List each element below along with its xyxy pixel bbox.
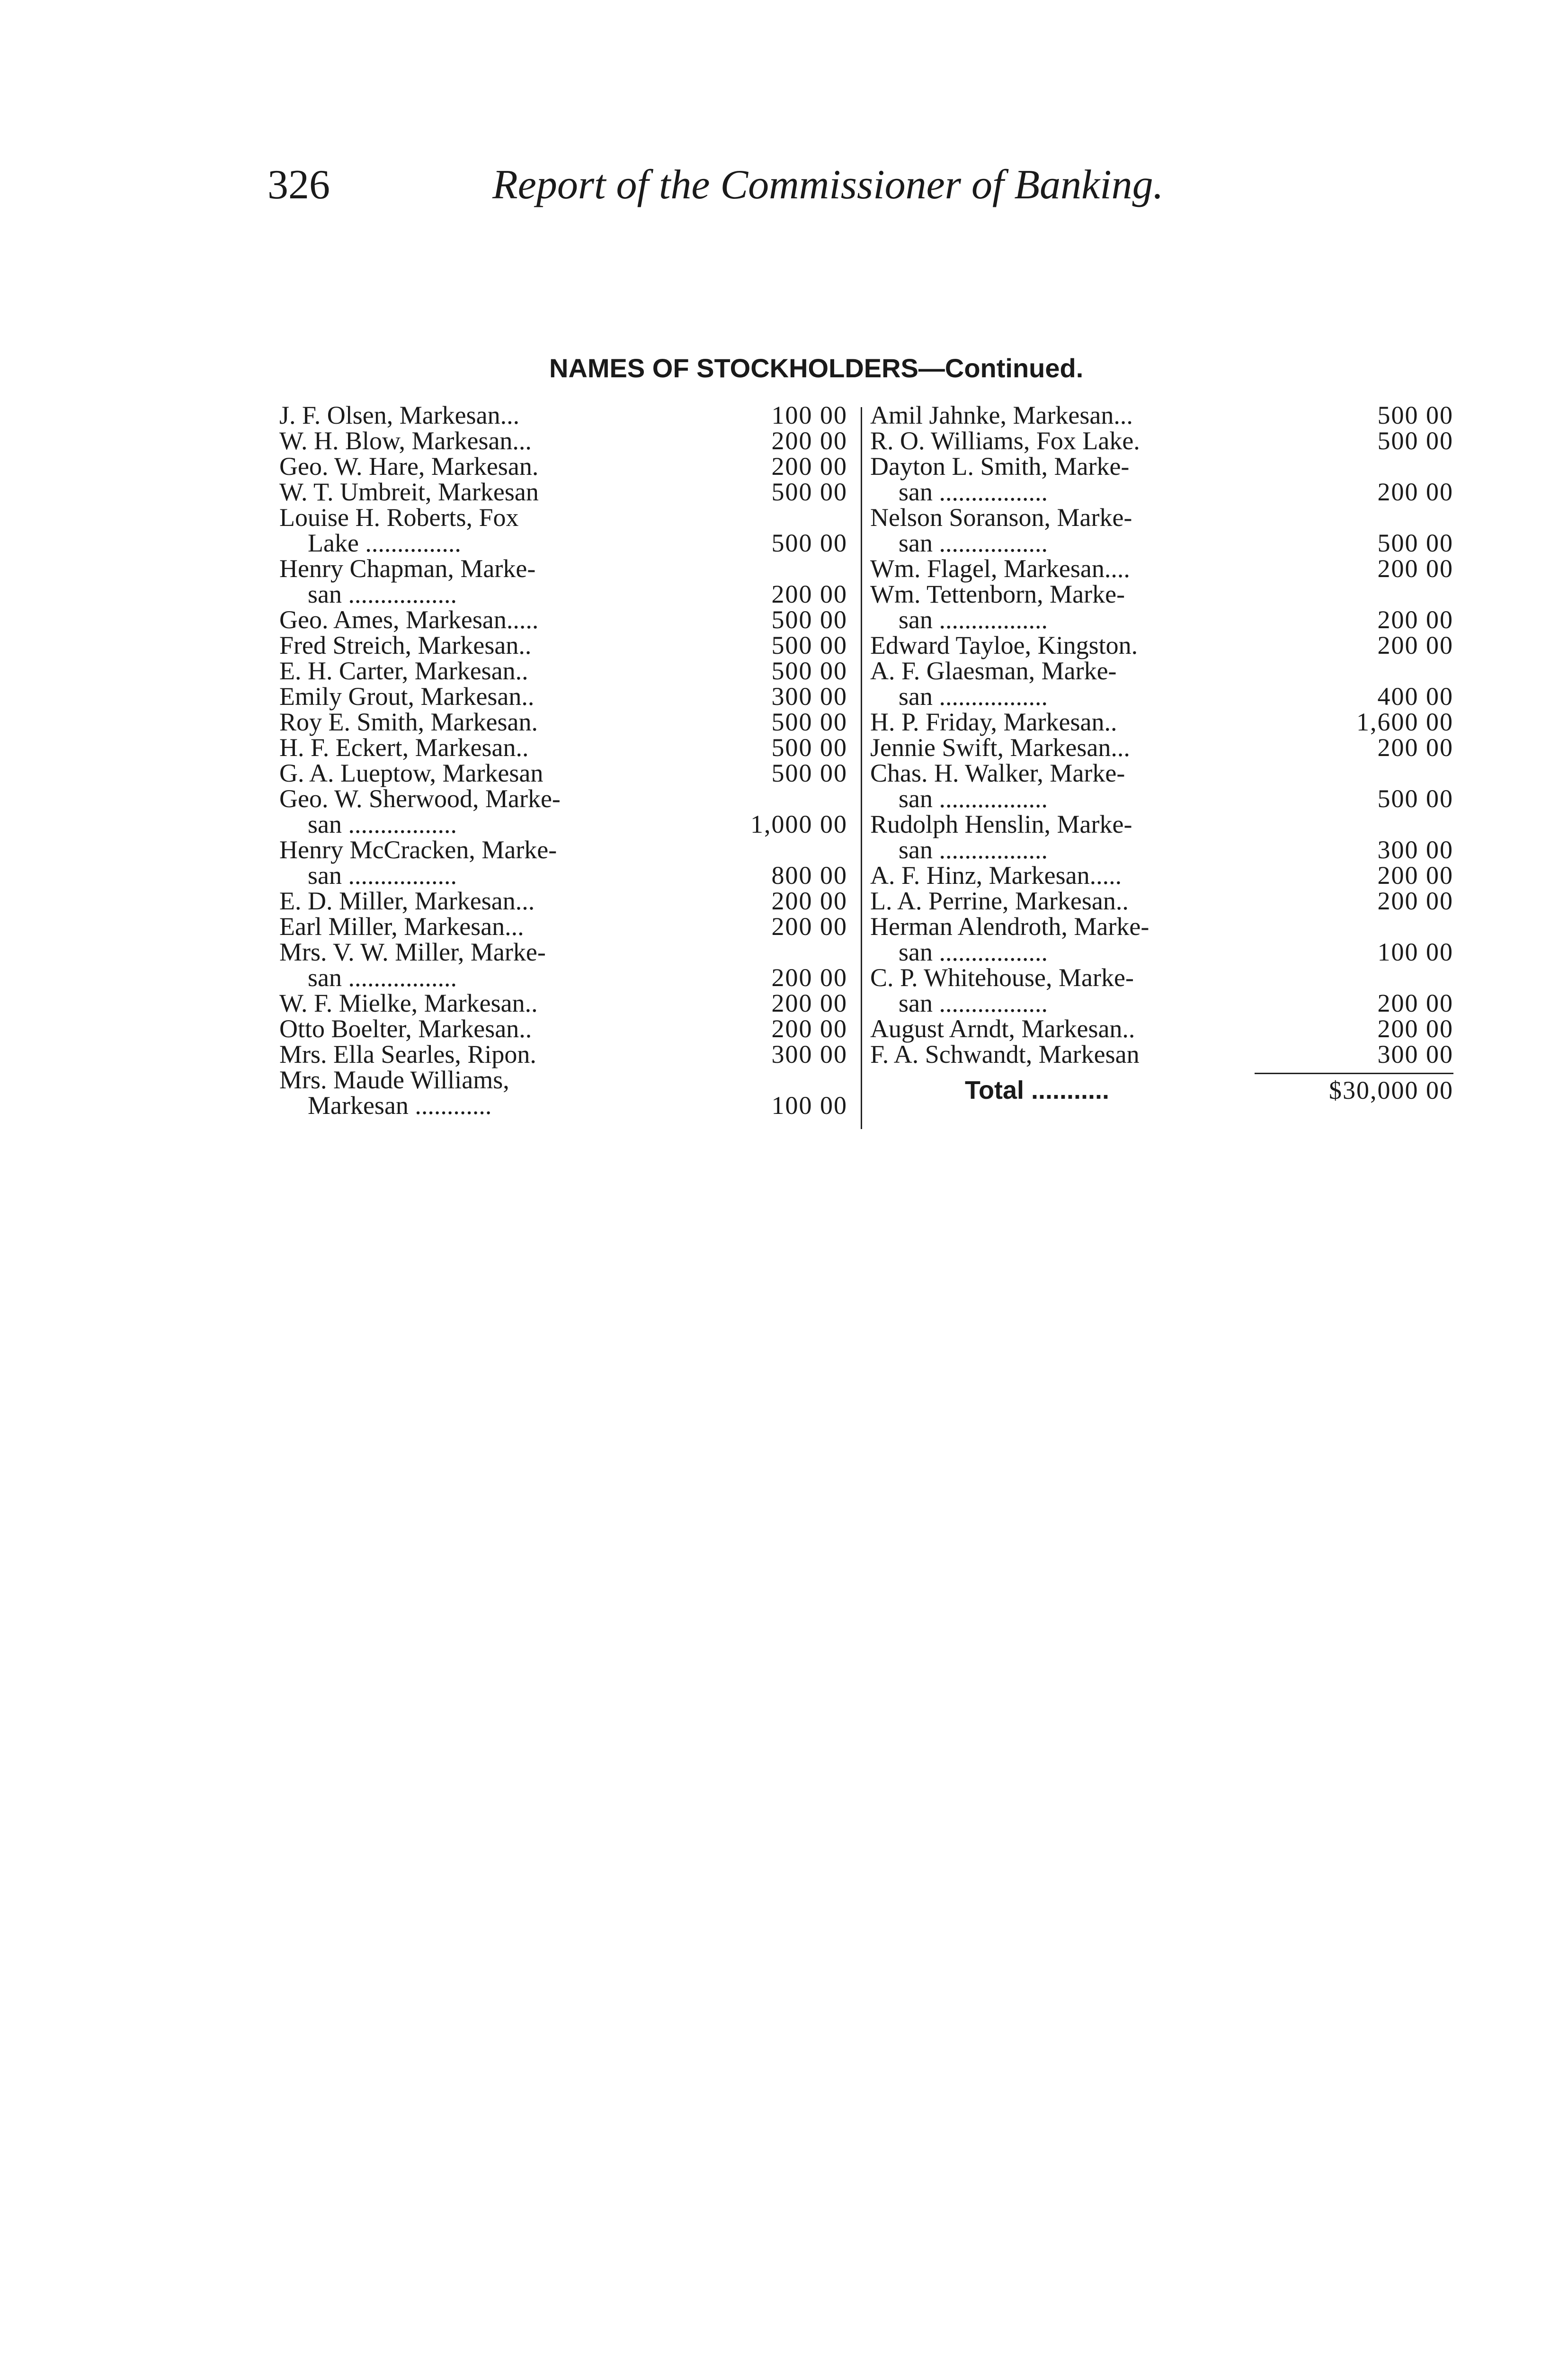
stockholder-amount: 200 00 [771,427,847,455]
total-row [870,1077,1453,1103]
stockholder-row [279,556,847,581]
stockholder-row [870,428,1453,454]
stockholder-row [870,735,1453,760]
stockholder-amount: 300 00 [1377,836,1453,864]
page-number: 326 [267,162,330,208]
stockholder-row [870,658,1453,684]
stockholder-row [279,454,847,479]
stockholder-amount: 400 00 [1377,682,1453,711]
stockholder-name: Mrs. Maude Williams, [279,1066,509,1094]
stockholder-row [279,863,847,888]
stockholder-name: Wm. Tettenborn, Marke- [870,580,1125,608]
stockholder-amount: 100 00 [771,401,847,429]
stockholder-row [279,479,847,505]
column-divider [861,407,862,1129]
stockholder-row [870,581,1453,607]
page-title: Report of the Commissioner of Banking. [492,162,1164,208]
stockholder-row [870,607,1453,632]
stockholders-right-column [870,402,1453,1103]
stockholder-amount: 200 00 [1377,887,1453,915]
stockholder-row [279,402,847,428]
stockholder-amount: 1,000 00 [750,810,847,838]
stockholder-row [870,786,1453,811]
stockholder-amount: 500 00 [1377,401,1453,429]
stockholder-name: san ................. [899,605,1048,634]
total-rule [1255,1073,1453,1074]
stockholder-row [279,684,847,709]
stockholder-amount: 200 00 [1377,631,1453,659]
stockholder-name: A. F. Glaesman, Marke- [870,657,1117,685]
stockholder-amount: 300 00 [1377,1040,1453,1068]
stockholder-row [870,888,1453,914]
stockholder-name: W. H. Blow, Markesan... [279,427,532,455]
stockholder-name: Fred Streich, Markesan.. [279,631,532,659]
stockholder-name: Geo. Ames, Markesan..... [279,605,539,634]
stockholder-row [279,505,847,530]
stockholder-row [279,786,847,811]
stockholder-name: san ................. [308,963,457,992]
stockholder-row [870,454,1453,479]
stockholder-name: san ................. [899,478,1048,506]
stockholder-row [870,965,1453,990]
stockholder-name: Earl Miller, Markesan... [279,912,524,941]
stockholder-row [279,632,847,658]
stockholder-name: Herman Alendroth, Marke- [870,912,1149,941]
stockholder-name: F. A. Schwandt, Markesan [870,1040,1140,1068]
stockholder-name: L. A. Perrine, Markesan.. [870,887,1129,915]
stockholder-amount: 200 00 [1377,733,1453,762]
stockholder-name: Mrs. Ella Searles, Ripon. [279,1040,536,1068]
stockholder-amount: 200 00 [771,912,847,941]
stockholder-name: Geo. W. Hare, Markesan. [279,452,539,481]
stockholder-amount: 500 00 [1377,427,1453,455]
stockholder-amount: 500 00 [771,605,847,634]
stockholder-row [279,581,847,607]
stockholder-row [279,607,847,632]
stockholder-row [279,837,847,863]
stockholder-name: J. F. Olsen, Markesan... [279,401,520,429]
stockholder-row [279,990,847,1016]
stockholder-row [279,658,847,684]
stockholder-name: san ................. [899,938,1048,966]
stockholder-row [279,811,847,837]
stockholder-amount: 500 00 [771,708,847,736]
stockholder-name: Henry McCracken, Marke- [279,836,557,864]
stockholder-row [279,530,847,556]
stockholder-row [279,1041,847,1067]
stockholder-name: Chas. H. Walker, Marke- [870,759,1125,787]
stockholder-name: Rudolph Henslin, Marke- [870,810,1132,838]
stockholder-amount: 200 00 [771,1014,847,1043]
stockholder-row [870,990,1453,1016]
stockholder-row [279,760,847,786]
stockholder-name: Emily Grout, Markesan.. [279,682,535,711]
stockholder-amount: 200 00 [771,580,847,608]
stockholder-name: san ................. [308,810,457,838]
stockholder-name: san ................. [899,989,1048,1017]
stockholder-row [279,1067,847,1093]
stockholder-name: Mrs. V. W. Miller, Marke- [279,938,546,966]
stockholder-name: san ................. [308,861,457,890]
stockholder-row [279,965,847,990]
stockholder-row [870,684,1453,709]
stockholder-amount: 800 00 [771,861,847,890]
section-title: NAMES OF STOCKHOLDERS—Continued. [549,353,1084,383]
stockholder-name: E. D. Miller, Markesan... [279,887,535,915]
stockholder-row [870,914,1453,939]
stockholder-amount: 200 00 [1377,478,1453,506]
stockholder-name: W. F. Mielke, Markesan.. [279,989,538,1017]
stockholder-row [279,914,847,939]
stockholder-amount: 200 00 [1377,989,1453,1017]
stockholder-name: Amil Jahnke, Markesan... [870,401,1133,429]
stockholder-row [870,556,1453,581]
stockholder-row [870,505,1453,530]
stockholder-amount: 200 00 [771,887,847,915]
stockholder-row [279,888,847,914]
stockholder-name: Edward Tayloe, Kingston. [870,631,1138,659]
stockholder-name: H. P. Friday, Markesan.. [870,708,1117,736]
stockholder-name: Otto Boelter, Markesan.. [279,1014,532,1043]
stockholder-amount: 200 00 [1377,554,1453,583]
stockholder-amount: 500 00 [1377,784,1453,813]
stockholder-name: R. O. Williams, Fox Lake. [870,427,1140,455]
stockholder-name: san ................. [899,784,1048,813]
stockholder-name: san ................. [899,682,1048,711]
stockholder-amount: 200 00 [771,989,847,1017]
stockholder-amount: 500 00 [771,631,847,659]
stockholder-name: Dayton L. Smith, Marke- [870,452,1130,481]
stockholder-name: san ................. [308,580,457,608]
stockholder-name: W. T. Umbreit, Markesan [279,478,539,506]
stockholder-row [870,530,1453,556]
stockholder-amount: 200 00 [1377,605,1453,634]
stockholder-amount: 500 00 [771,657,847,685]
stockholder-name: A. F. Hinz, Markesan..... [870,861,1122,890]
stockholder-name: Roy E. Smith, Markesan. [279,708,538,736]
stockholder-name: August Arndt, Markesan.. [870,1014,1135,1043]
stockholder-name: G. A. Lueptow, Markesan [279,759,543,787]
stockholder-amount: 200 00 [771,452,847,481]
stockholder-amount: 500 00 [771,733,847,762]
stockholder-row [279,709,847,735]
stockholder-row [870,863,1453,888]
stockholder-amount: 100 00 [771,1091,847,1120]
stockholder-row [870,1016,1453,1041]
total-amount: $30,000 00 [1329,1076,1453,1104]
stockholder-amount: 100 00 [1377,938,1453,966]
stockholder-amount: 200 00 [1377,861,1453,890]
stockholder-row [870,402,1453,428]
stockholder-row [870,632,1453,658]
stockholder-amount: 200 00 [1377,1014,1453,1043]
stockholder-amount: 1,600 00 [1356,708,1453,736]
stockholder-row [279,1093,847,1118]
stockholder-row [279,939,847,965]
stockholder-name: H. F. Eckert, Markesan.. [279,733,529,762]
stockholder-name: Markesan ............ [308,1091,492,1120]
stockholder-row [870,811,1453,837]
stockholder-name: Lake ............... [308,529,461,557]
stockholder-row [870,709,1453,735]
stockholder-amount: 500 00 [771,478,847,506]
stockholder-row [870,479,1453,505]
stockholder-amount: 300 00 [771,682,847,711]
stockholder-name: san ................. [899,529,1048,557]
stockholder-row [870,939,1453,965]
stockholder-name: san ................. [899,836,1048,864]
stockholder-name: Jennie Swift, Markesan... [870,733,1130,762]
stockholder-row [870,760,1453,786]
stockholder-amount: 300 00 [771,1040,847,1068]
stockholder-name: Geo. W. Sherwood, Marke- [279,784,561,813]
stockholder-name: Wm. Flagel, Markesan.... [870,554,1130,583]
total-label: Total ........... [965,1076,1110,1104]
stockholder-amount: 500 00 [1377,529,1453,557]
stockholder-name: Nelson Soranson, Marke- [870,503,1132,532]
stockholders-left-column [279,402,847,1118]
stockholder-name: Louise H. Roberts, Fox [279,503,519,532]
stockholder-name: C. P. Whitehouse, Marke- [870,963,1134,992]
stockholder-amount: 200 00 [771,963,847,992]
stockholder-amount: 500 00 [771,759,847,787]
stockholder-row [279,428,847,454]
stockholder-row [279,735,847,760]
stockholder-row [870,837,1453,863]
stockholder-amount: 500 00 [771,529,847,557]
stockholder-name: E. H. Carter, Markesan.. [279,657,528,685]
stockholder-row [279,1016,847,1041]
stockholder-row [870,1041,1453,1067]
stockholder-name: Henry Chapman, Marke- [279,554,536,583]
